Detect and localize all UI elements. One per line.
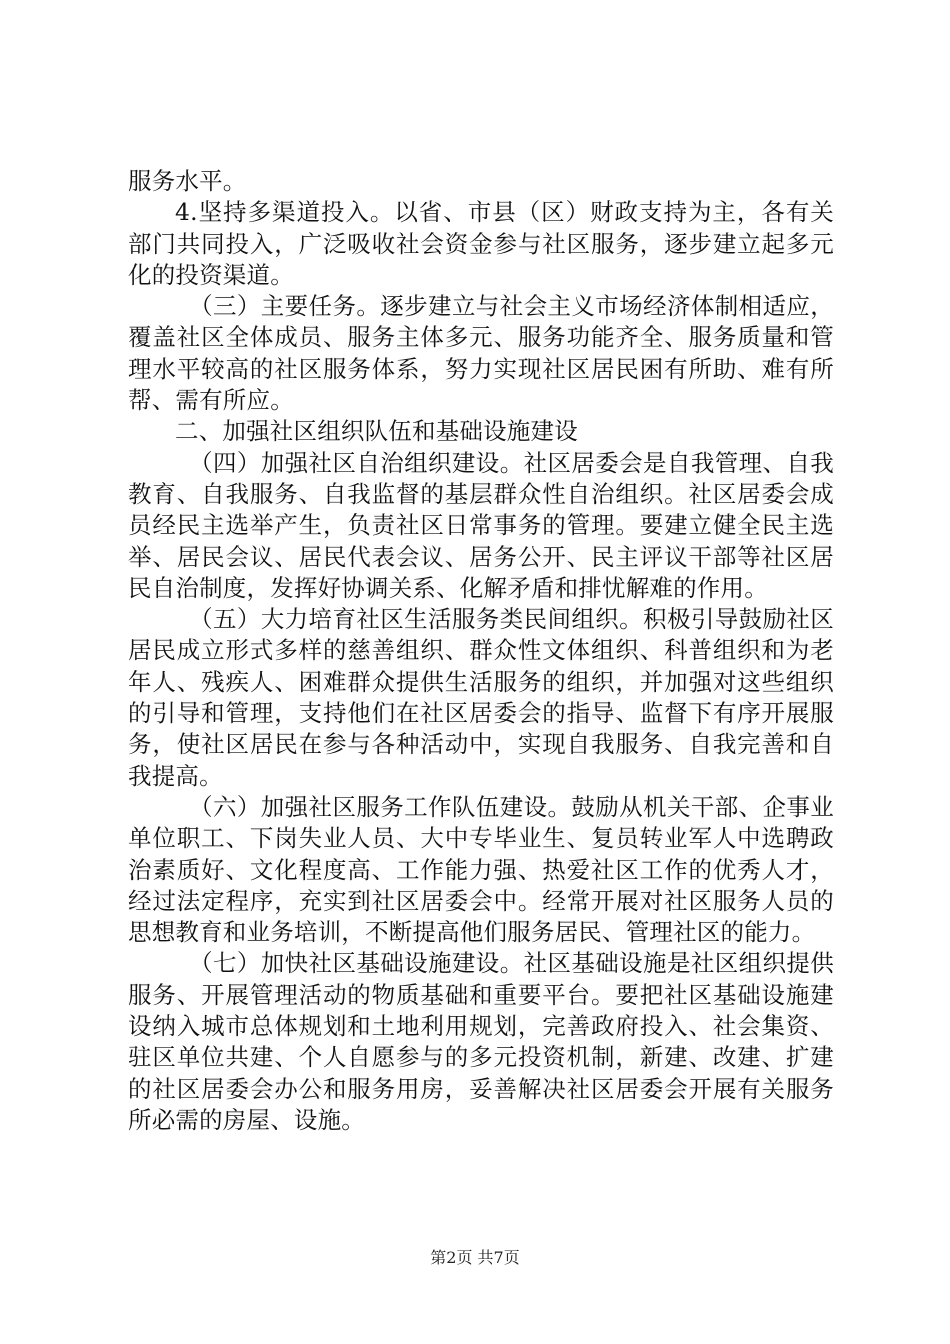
paragraph-6: （五）大力培育社区生活服务类民间组织。积极引导鼓励社区居民成立形式多样的慈善组织、群众性文体组织、科普组织和为老年人、残疾人、困难群众提供生活服务的组织，并加强对这些组织的引导和管理，支持他们在社区居委会的指导、监督下有序开展服务，使社区居民在参与各种活动中，实现自我服务、自我完善和自我提高。	[128, 605, 834, 790]
page-footer: 第2页 共7页	[430, 1248, 520, 1267]
paragraph-2: 4.坚持多渠道投入。以省、市县（区）财政支持为主，各有关部门共同投入，广泛吸收社会资金参与社区服务，逐步建立起多元化的投资渠道。	[128, 198, 834, 289]
paragraph-1: 服务水平。	[128, 167, 247, 195]
paragraph-8: （七）加快社区基础设施建设。社区基础设施是社区组织提供服务、开展管理活动的物质基础和重要平台。要把社区基础设施建设纳入城市总体规划和土地利用规划，完善政府投入、社会集资、驻区单位共建、个人自愿参与的多元投资机制，新建、改建、扩建的社区居委会办公和服务用房，妥善解决社区居委会开展有关服务所必需的房屋、设施。	[128, 949, 834, 1134]
paragraph-3: （三）主要任务。逐步建立与社会主义市场经济体制相适应，覆盖社区全体成员、服务主体多元、服务功能齐全、服务质量和管理水平较高的社区服务体系，努力实现社区居民困有所助、难有所帮、需有所应。	[128, 292, 834, 415]
document-body	[128, 166, 834, 1136]
paragraph-7: （六）加强社区服务工作队伍建设。鼓励从机关干部、企事业单位职工、下岗失业人员、大中专毕业生、复员转业军人中选聘政治素质好、文化程度高、工作能力强、热爱社区工作的优秀人才，经过法定程序，充实到社区居委会中。经常开展对社区服务人员的思想教育和业务培训，不断提高他们服务居民、管理社区的能力。	[128, 792, 834, 947]
section-heading: 二、加强社区组织队伍和基础设施建设	[175, 417, 578, 446]
paragraph-5: （四）加强社区自治组织建设。社区居委会是自我管理、自我教育、自我服务、自我监督的基层群众性自治组织。社区居委会成员经民主选举产生，负责社区日常事务的管理。要建立健全民主选举、居民会议、居民代表会议、居务公开、民主评议干部等社区居民自治制度，发挥好协调关系、化解矛盾和排忧解难的作用。	[128, 448, 834, 602]
